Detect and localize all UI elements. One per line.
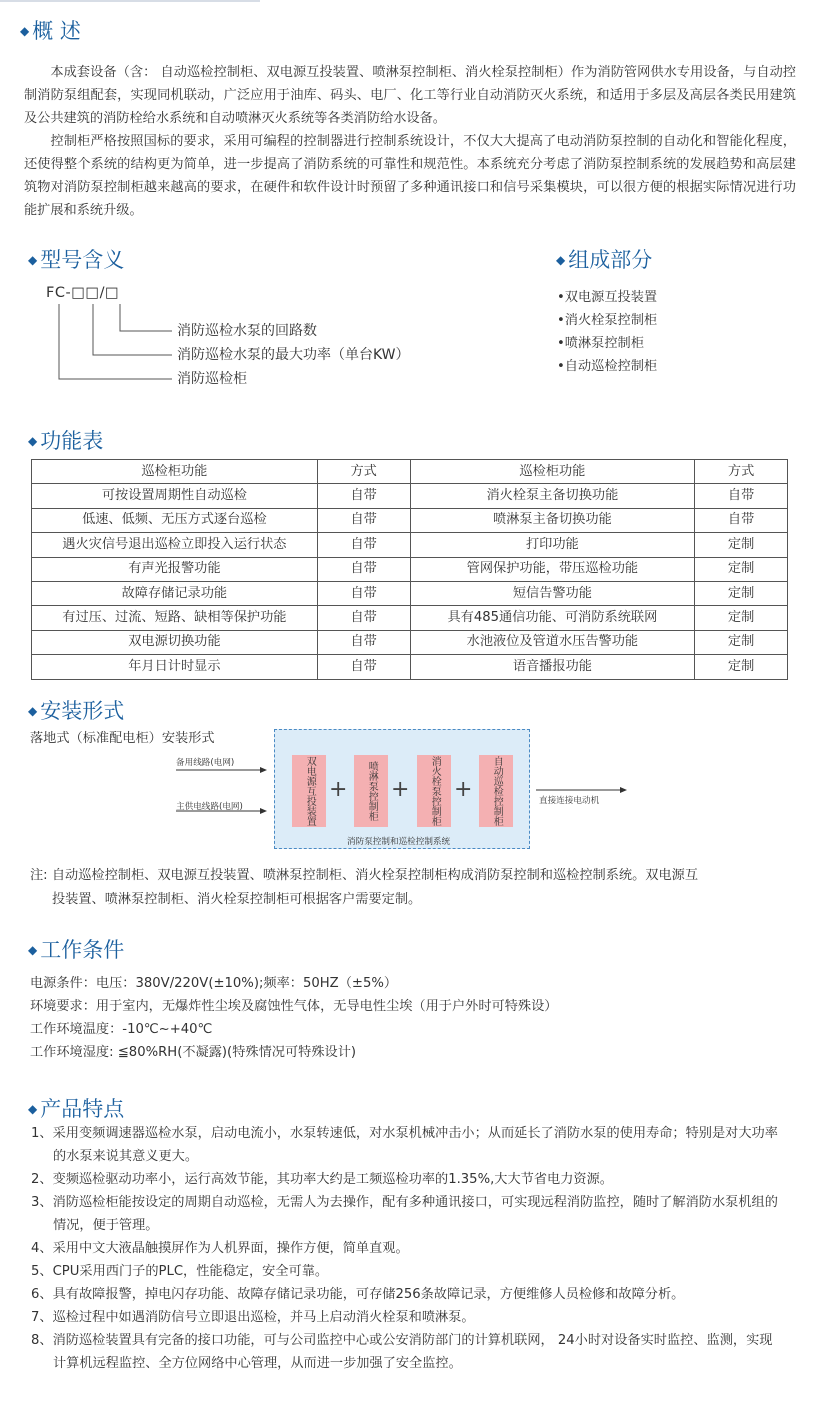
feature-item-5: 5、CPU采用西门子的PLC，性能稳定，安全可靠。 — [31, 1264, 329, 1279]
table-cell: 自带 — [317, 533, 410, 557]
install-note-line1: 注: 自动巡检控制柜、双电源互投装置、喷淋泵控制柜、消火栓泵控制柜构成消防泵控制和巡检控制系统。双电源互 — [30, 868, 699, 883]
feature-item-7: 7、巡检过程中如遇消防信号立即退出巡检，并马上启动消火栓泵和喷淋泵。 — [31, 1310, 475, 1325]
plus-icon: + — [391, 777, 410, 802]
model-meaning-3: 消防巡检柜 — [177, 371, 247, 387]
diamond-icon: ◆ — [28, 943, 38, 957]
top-divider — [0, 0, 260, 2]
diamond-icon: ◆ — [20, 24, 30, 38]
table-cell: 自带 — [317, 655, 410, 679]
table-cell: 双电源切换功能 — [32, 630, 318, 654]
functions-heading: ◆ 功能表 — [28, 429, 104, 453]
system-diagram — [274, 729, 530, 849]
table-cell: 自带 — [695, 484, 788, 508]
table-row — [32, 508, 788, 532]
table-row — [32, 484, 788, 508]
dual-power-box: 双电源互投装置 — [292, 755, 326, 827]
overview-paragraph-1: 本成套设备（含： 自动巡检控制柜、双电源互投装置、喷淋泵控制柜、消火栓泵控制柜）作为消防管网供水专用设备，与自动控制消防泵组配套，实现同机联动，广泛应用于油库、码头、电厂、化工等行业自动消防灭火系统，和适用于多层及高层各类民用建筑及公共建筑的消防栓给水系统和自动喷淋灭火系统等各类消防给水设备。 — [24, 65, 796, 126]
table-cell: 水池液位及管道水压告警功能 — [410, 630, 695, 654]
condition-humidity: 工作环境湿度: ≦80%RH(不凝露)(特殊情况可特殊设计) — [30, 1045, 357, 1060]
table-cell: 自带 — [317, 630, 410, 654]
table-header-cell: 方式 — [695, 460, 788, 484]
table-cell: 具有485通信功能、可消防系统联网 — [410, 606, 695, 630]
install-heading: ◆ 安装形式 — [28, 699, 125, 723]
overview-text — [24, 61, 796, 222]
components-heading: ◆ 组成部分 — [556, 248, 653, 272]
feature-item-4: 4、采用中文大液晶触摸屏作为人机界面，操作方便，简单直观。 — [31, 1241, 409, 1256]
table-cell: 自带 — [317, 606, 410, 630]
overview-paragraph-2: 控制柜严格按照国标的要求，采用可编程的控制器进行控制系统设计，不仅大大提高了电动消防泵控制的自动化和智能化程度，还使得整个系统的结构更为简单，进一步提高了消防系统的可靠性和规范性。本系统充分考虑了消防泵控制系统的发展趋势和高层建筑物对消防泵控制柜越来越高的要求，在硬件和软件设计时预留了多种通讯接口和信号采集模块，可以很方便的根据实际情况进行功能扩展和系统升级。 — [24, 134, 796, 218]
table-cell: 低速、低频、无压方式逐台巡检 — [32, 508, 318, 532]
diamond-icon: ◆ — [556, 253, 566, 267]
function-table — [31, 459, 788, 680]
overview-heading: ◆ 概 述 — [20, 19, 81, 43]
diamond-icon: ◆ — [28, 704, 38, 718]
condition-environment: 环境要求：用于室内，无爆炸性尘埃及腐蚀性气体，无导电性尘埃（用于户外时可特殊设） — [30, 999, 558, 1014]
output-label: 直接连接电动机 — [539, 796, 600, 806]
table-cell: 消火栓泵主备切换功能 — [410, 484, 695, 508]
condition-power: 电源条件：电压：380V/220V(±10%);频率：50HZ（±5%） — [30, 976, 398, 991]
table-cell: 短信告警功能 — [410, 581, 695, 605]
feature-item-3: 3、消防巡检柜能按设定的周期自动巡检，无需人为去操作，配有多种通讯接口，可实现远程消防监控，随时了解消防水泵机组的情况，便于管理。 — [31, 1195, 778, 1233]
hydrant-box: 消火栓泵控制柜 — [417, 755, 451, 827]
table-cell: 年月日计时显示 — [32, 655, 318, 679]
table-row — [32, 655, 788, 679]
table-cell: 自带 — [695, 508, 788, 532]
main-line-label: 主供电线路(电网) — [176, 802, 243, 812]
table-cell: 定制 — [695, 557, 788, 581]
model-bracket-lines — [50, 300, 180, 384]
model-code: FC-□□/□ — [46, 285, 120, 301]
table-cell: 定制 — [695, 533, 788, 557]
table-cell: 故障存储记录功能 — [32, 581, 318, 605]
feature-item-2: 2、变频巡检驱动功率小，运行高效节能，其功率大约是工频巡检功率的1.35%,大大节省电力资源。 — [31, 1172, 613, 1187]
table-cell: 打印功能 — [410, 533, 695, 557]
feature-item-6: 6、具有故障报警，掉电闪存功能、故障存储记录功能，可存储256条故障记录，方便维修人员检修和故障分析。 — [31, 1287, 685, 1302]
model-meaning-1: 消防巡检水泵的回路数 — [177, 323, 317, 339]
component-item-3: •喷淋泵控制柜 — [557, 336, 644, 351]
diamond-icon: ◆ — [28, 1102, 38, 1116]
table-row — [32, 606, 788, 630]
diamond-icon: ◆ — [28, 434, 38, 448]
component-item-1: •双电源互投装置 — [557, 290, 658, 305]
table-cell: 定制 — [695, 655, 788, 679]
feature-item-8: 8、消防巡检装置具有完备的接口功能，可与公司监控中心或公安消防部门的计算机联网， 24小时对设备实时监控、监测，实现计算机远程监控、全方位网络中心管理，从而进一步加强了安全监控。 — [31, 1333, 773, 1371]
table-header-row — [32, 460, 788, 484]
table-cell: 定制 — [695, 606, 788, 630]
table-cell: 遇火灾信号退出巡检立即投入运行状态 — [32, 533, 318, 557]
sprinkler-box: 喷淋泵控制柜 — [354, 755, 388, 827]
model-heading: ◆ 型号含义 — [28, 248, 125, 272]
feature-item-1: 1、采用变频调速器巡检水泵，启动电流小，水泵转速低，对水泵机械冲击小；从而延长了消防水泵的使用寿命；特别是对大功率的水泵来说其意义更大。 — [31, 1126, 778, 1164]
table-cell: 定制 — [695, 630, 788, 654]
model-meaning-2: 消防巡检水泵的最大功率（单台KW） — [177, 347, 410, 363]
table-row — [32, 557, 788, 581]
table-row — [32, 533, 788, 557]
table-cell: 可按设置周期性自动巡检 — [32, 484, 318, 508]
table-cell: 自带 — [317, 484, 410, 508]
conditions-heading: ◆ 工作条件 — [28, 938, 125, 962]
table-cell: 有声光报警功能 — [32, 557, 318, 581]
auto-inspection-box: 自动巡检控制柜 — [479, 755, 513, 827]
table-cell: 自带 — [317, 581, 410, 605]
table-header-cell: 巡检柜功能 — [410, 460, 695, 484]
component-item-2: •消火栓泵控制柜 — [557, 313, 658, 328]
install-note-line2: 投装置、喷淋泵控制柜、消火栓泵控制柜可根据客户需要定制。 — [52, 892, 422, 907]
table-header-cell: 巡检柜功能 — [32, 460, 318, 484]
condition-temperature: 工作环境温度：-10℃~+40℃ — [30, 1022, 213, 1037]
table-cell: 定制 — [695, 581, 788, 605]
features-heading: ◆ 产品特点 — [28, 1097, 125, 1121]
table-header-cell: 方式 — [317, 460, 410, 484]
backup-line-label: 备用线路(电网) — [176, 758, 235, 768]
plus-icon: + — [329, 777, 348, 802]
component-item-4: •自动巡检控制柜 — [557, 359, 658, 374]
table-cell: 自带 — [317, 557, 410, 581]
table-cell: 喷淋泵主备切换功能 — [410, 508, 695, 532]
input-arrows — [176, 765, 268, 815]
feature-list — [31, 1122, 781, 1375]
plus-icon: + — [454, 777, 473, 802]
table-cell: 语音播报功能 — [410, 655, 695, 679]
table-row — [32, 630, 788, 654]
diamond-icon: ◆ — [28, 253, 38, 267]
diagram-caption: 消防泵控制和巡检控制系统 — [347, 837, 451, 847]
table-row — [32, 581, 788, 605]
table-cell: 管网保护功能，带压巡检功能 — [410, 557, 695, 581]
table-cell: 有过压、过流、短路、缺相等保护功能 — [32, 606, 318, 630]
table-cell: 自带 — [317, 508, 410, 532]
install-subtitle: 落地式（标准配电柜）安装形式 — [30, 731, 215, 746]
